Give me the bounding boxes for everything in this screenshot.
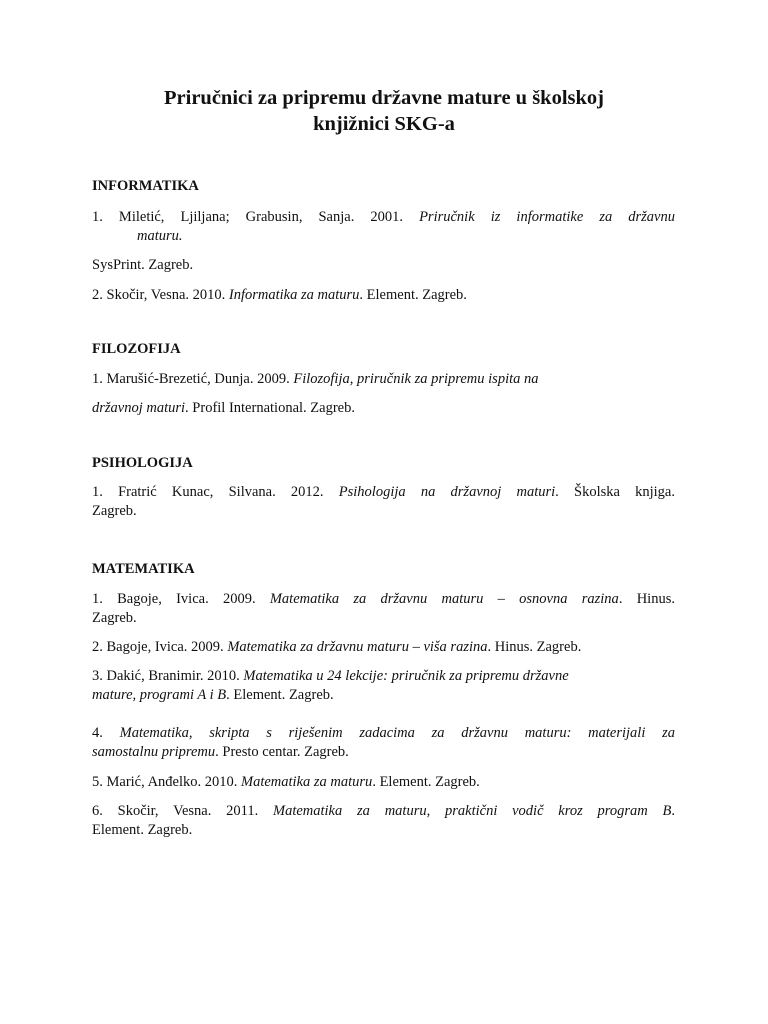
entry-title: mature, programi A i B xyxy=(92,687,227,703)
entry-title: Filozofija, priručnik za pripremu ispita na xyxy=(293,371,539,387)
entry-text: Zagreb. xyxy=(92,503,137,519)
entry-filozofija-1-cont xyxy=(92,399,675,418)
entry-title: Matematika u 24 lekcije: priručnik za pripremu državne xyxy=(243,668,569,684)
entry-title: samostalnu pripremu xyxy=(92,744,216,760)
entry-title: Matematika, skripta s riješenim zadacima za državnu maturu: materijali za xyxy=(119,725,675,741)
entry-text: 5. Marić, Anđelko. 2010. xyxy=(92,774,242,790)
entry-text: Element. Zagreb. xyxy=(92,822,193,838)
entry-text: . xyxy=(671,803,675,819)
title-line-2: knjižnici SKG-a xyxy=(313,113,455,135)
section-heading-filozofija: FILOZOFIJA xyxy=(92,341,181,357)
entry-title: maturu. xyxy=(137,228,183,244)
entry-title: Psihologija na državnoj maturi xyxy=(338,484,556,500)
entry-title: Matematika za državnu maturu – osnovna razina xyxy=(269,591,619,607)
entry-filozofija-1 xyxy=(92,370,675,389)
entry-text: 1. Fratrić Kunac, Silvana. 2012. xyxy=(92,484,339,500)
entry-informatika-1-publisher: SysPrint. Zagreb. xyxy=(92,257,194,273)
entry-matematika-6 xyxy=(92,802,675,840)
entry-text: . Presto centar. Zagreb. xyxy=(215,744,349,760)
section-heading-informatika: INFORMATIKA xyxy=(92,178,199,194)
entry-matematika-2 xyxy=(92,638,675,657)
entry-text: . Hinus. Zagreb. xyxy=(487,639,582,655)
title-line-1: Priručnici za pripremu državne mature u školskoj xyxy=(164,87,604,109)
entry-text: . Školska knjiga. xyxy=(555,484,675,500)
entry-matematika-5 xyxy=(92,773,675,792)
entry-text: . Hinus. xyxy=(618,591,675,607)
entry-text: 4. xyxy=(92,725,120,741)
entry-informatika-2 xyxy=(92,286,675,305)
entry-text: 1. Bagoje, Ivica. 2009. xyxy=(92,591,270,607)
entry-title: državnoj maturi xyxy=(92,400,186,416)
entry-text: . Element. Zagreb. xyxy=(226,687,334,703)
entry-text: 2. Skočir, Vesna. 2010. xyxy=(92,287,229,303)
entry-text: . Element. Zagreb. xyxy=(359,287,467,303)
entry-title: Priručnik iz informatike za državnu xyxy=(419,209,675,225)
entry-text: 6. Skočir, Vesna. 2011. xyxy=(92,803,273,819)
entry-text: 1. Miletić, Ljiljana; Grabusin, Sanja. 2001. xyxy=(92,209,420,225)
entry-matematika-1 xyxy=(92,590,675,628)
entry-title: Informatika za maturu xyxy=(228,287,360,303)
page-title xyxy=(0,85,768,137)
section-heading-psihologija: PSIHOLOGIJA xyxy=(92,455,193,471)
entry-text: . Element. Zagreb. xyxy=(372,774,480,790)
entry-psihologija-1 xyxy=(92,483,675,521)
entry-title: Matematika za maturu xyxy=(241,774,373,790)
section-heading-matematika: MATEMATIKA xyxy=(92,561,195,577)
entry-text: Zagreb. xyxy=(92,610,137,626)
entry-text: 2. Bagoje, Ivica. 2009. xyxy=(92,639,228,655)
entry-informatika-1 xyxy=(92,208,675,246)
entry-matematika-3 xyxy=(92,667,675,705)
entry-title: Matematika za maturu, praktični vodič kroz program B xyxy=(272,803,672,819)
entry-title: Matematika za državnu maturu – viša razina xyxy=(227,639,488,655)
entry-text: 3. Dakić, Branimir. 2010. xyxy=(92,668,244,684)
entry-text: 1. Marušić-Brezetić, Dunja. 2009. xyxy=(92,371,294,387)
entry-matematika-4 xyxy=(92,724,675,762)
entry-text: . Profil International. Zagreb. xyxy=(185,400,355,416)
